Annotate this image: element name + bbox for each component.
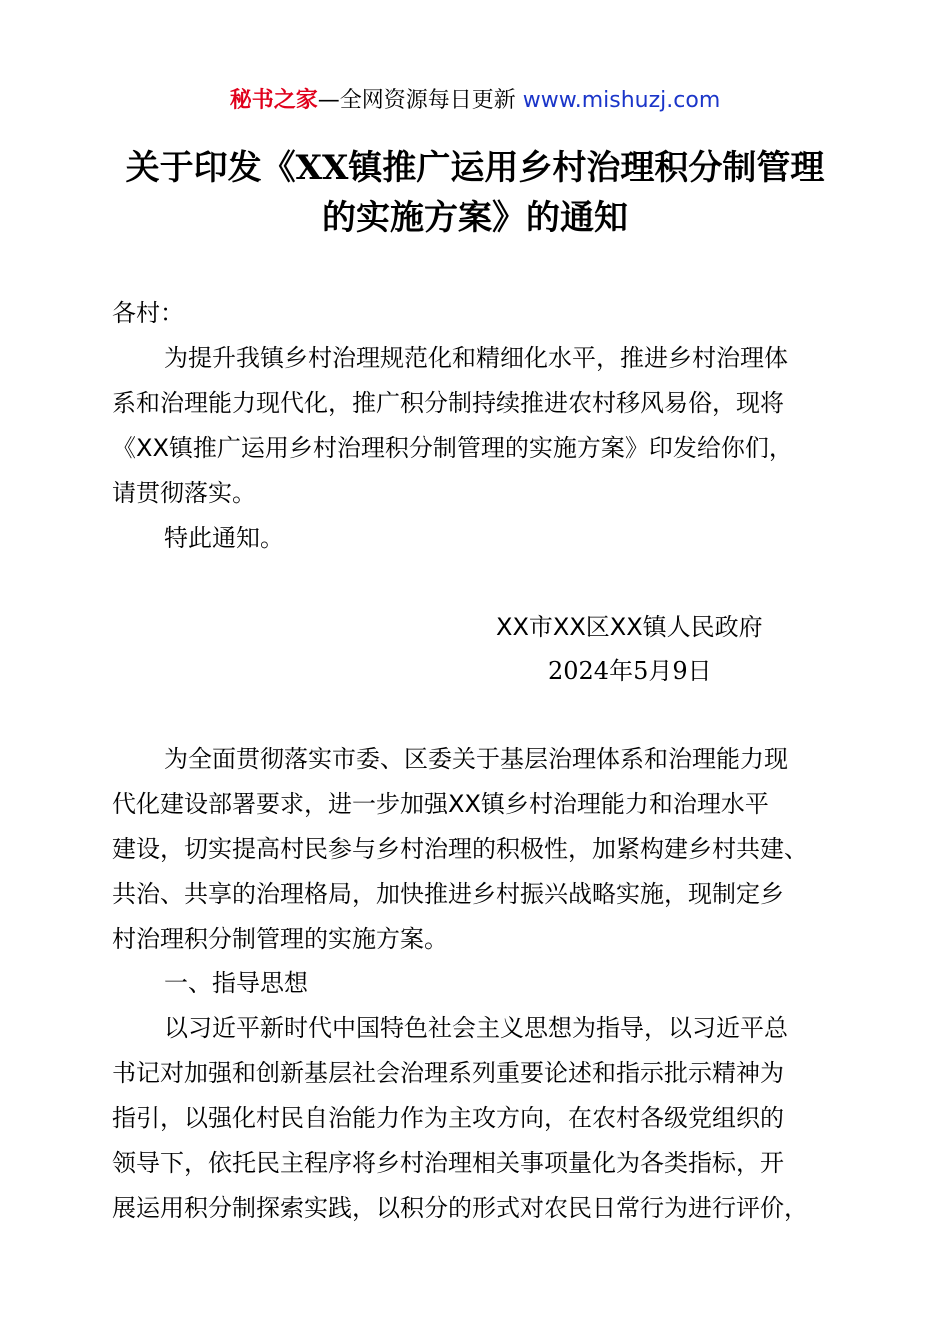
notice-body-line: 系和治理能力现代化，推广积分制持续推进农村移风易俗，现将 <box>112 389 784 417</box>
section-heading: 一、指导思想 <box>164 969 308 997</box>
header-tagline: —全网资源每日更新 <box>317 88 523 113</box>
site-url-link[interactable]: www.mishuzj.com <box>522 88 721 113</box>
section-body-line: 以习近平新时代中国特色社会主义思想为指导，以习近平总 <box>164 1014 788 1042</box>
salutation: 各村： <box>112 299 184 327</box>
section-body-line: 领导下，依托民主程序将乡村治理相关事项量化为各类指标，开 <box>112 1149 784 1177</box>
document-title-line-1: 关于印发《XX镇推广运用乡村治理积分制管理 <box>125 148 825 188</box>
notice-body-line: 请贯彻落实。 <box>112 479 256 507</box>
signature-organization: XX市XX区XX镇人民政府 <box>496 613 763 641</box>
section-body-line: 指引，以强化村民自治能力作为主攻方向，在农村各级党组织的 <box>112 1104 784 1132</box>
notice-body-line: 《XX镇推广运用乡村治理积分制管理的实施方案》印发给你们， <box>112 434 793 462</box>
document-title-line-2: 的实施方案》的通知 <box>322 198 628 238</box>
notice-body-line: 为提升我镇乡村治理规范化和精细化水平，推进乡村治理体 <box>164 344 788 372</box>
plan-intro-line: 代化建设部署要求，进一步加强XX镇乡村治理能力和治理水平 <box>112 790 769 818</box>
section-body-line: 展运用积分制探索实践，以积分的形式对农民日常行为进行评价， <box>112 1194 808 1222</box>
plan-intro-line: 建设，切实提高村民参与乡村治理的积极性，加紧构建乡村共建、 <box>112 835 808 863</box>
plan-intro-line: 共治、共享的治理格局，加快推进乡村振兴战略实施，现制定乡 <box>112 880 784 908</box>
plan-intro-line: 村治理积分制管理的实施方案。 <box>112 925 448 953</box>
brand-name: 秘书之家 <box>229 88 318 113</box>
plan-intro-line: 为全面贯彻落实市委、区委关于基层治理体系和治理能力现 <box>164 745 788 773</box>
notice-closing: 特此通知。 <box>164 524 284 552</box>
site-header <box>0 86 950 116</box>
signature-date: 2024年5月9日 <box>548 657 712 685</box>
section-body-line: 书记对加强和创新基层社会治理系列重要论述和指示批示精神为 <box>112 1059 784 1087</box>
